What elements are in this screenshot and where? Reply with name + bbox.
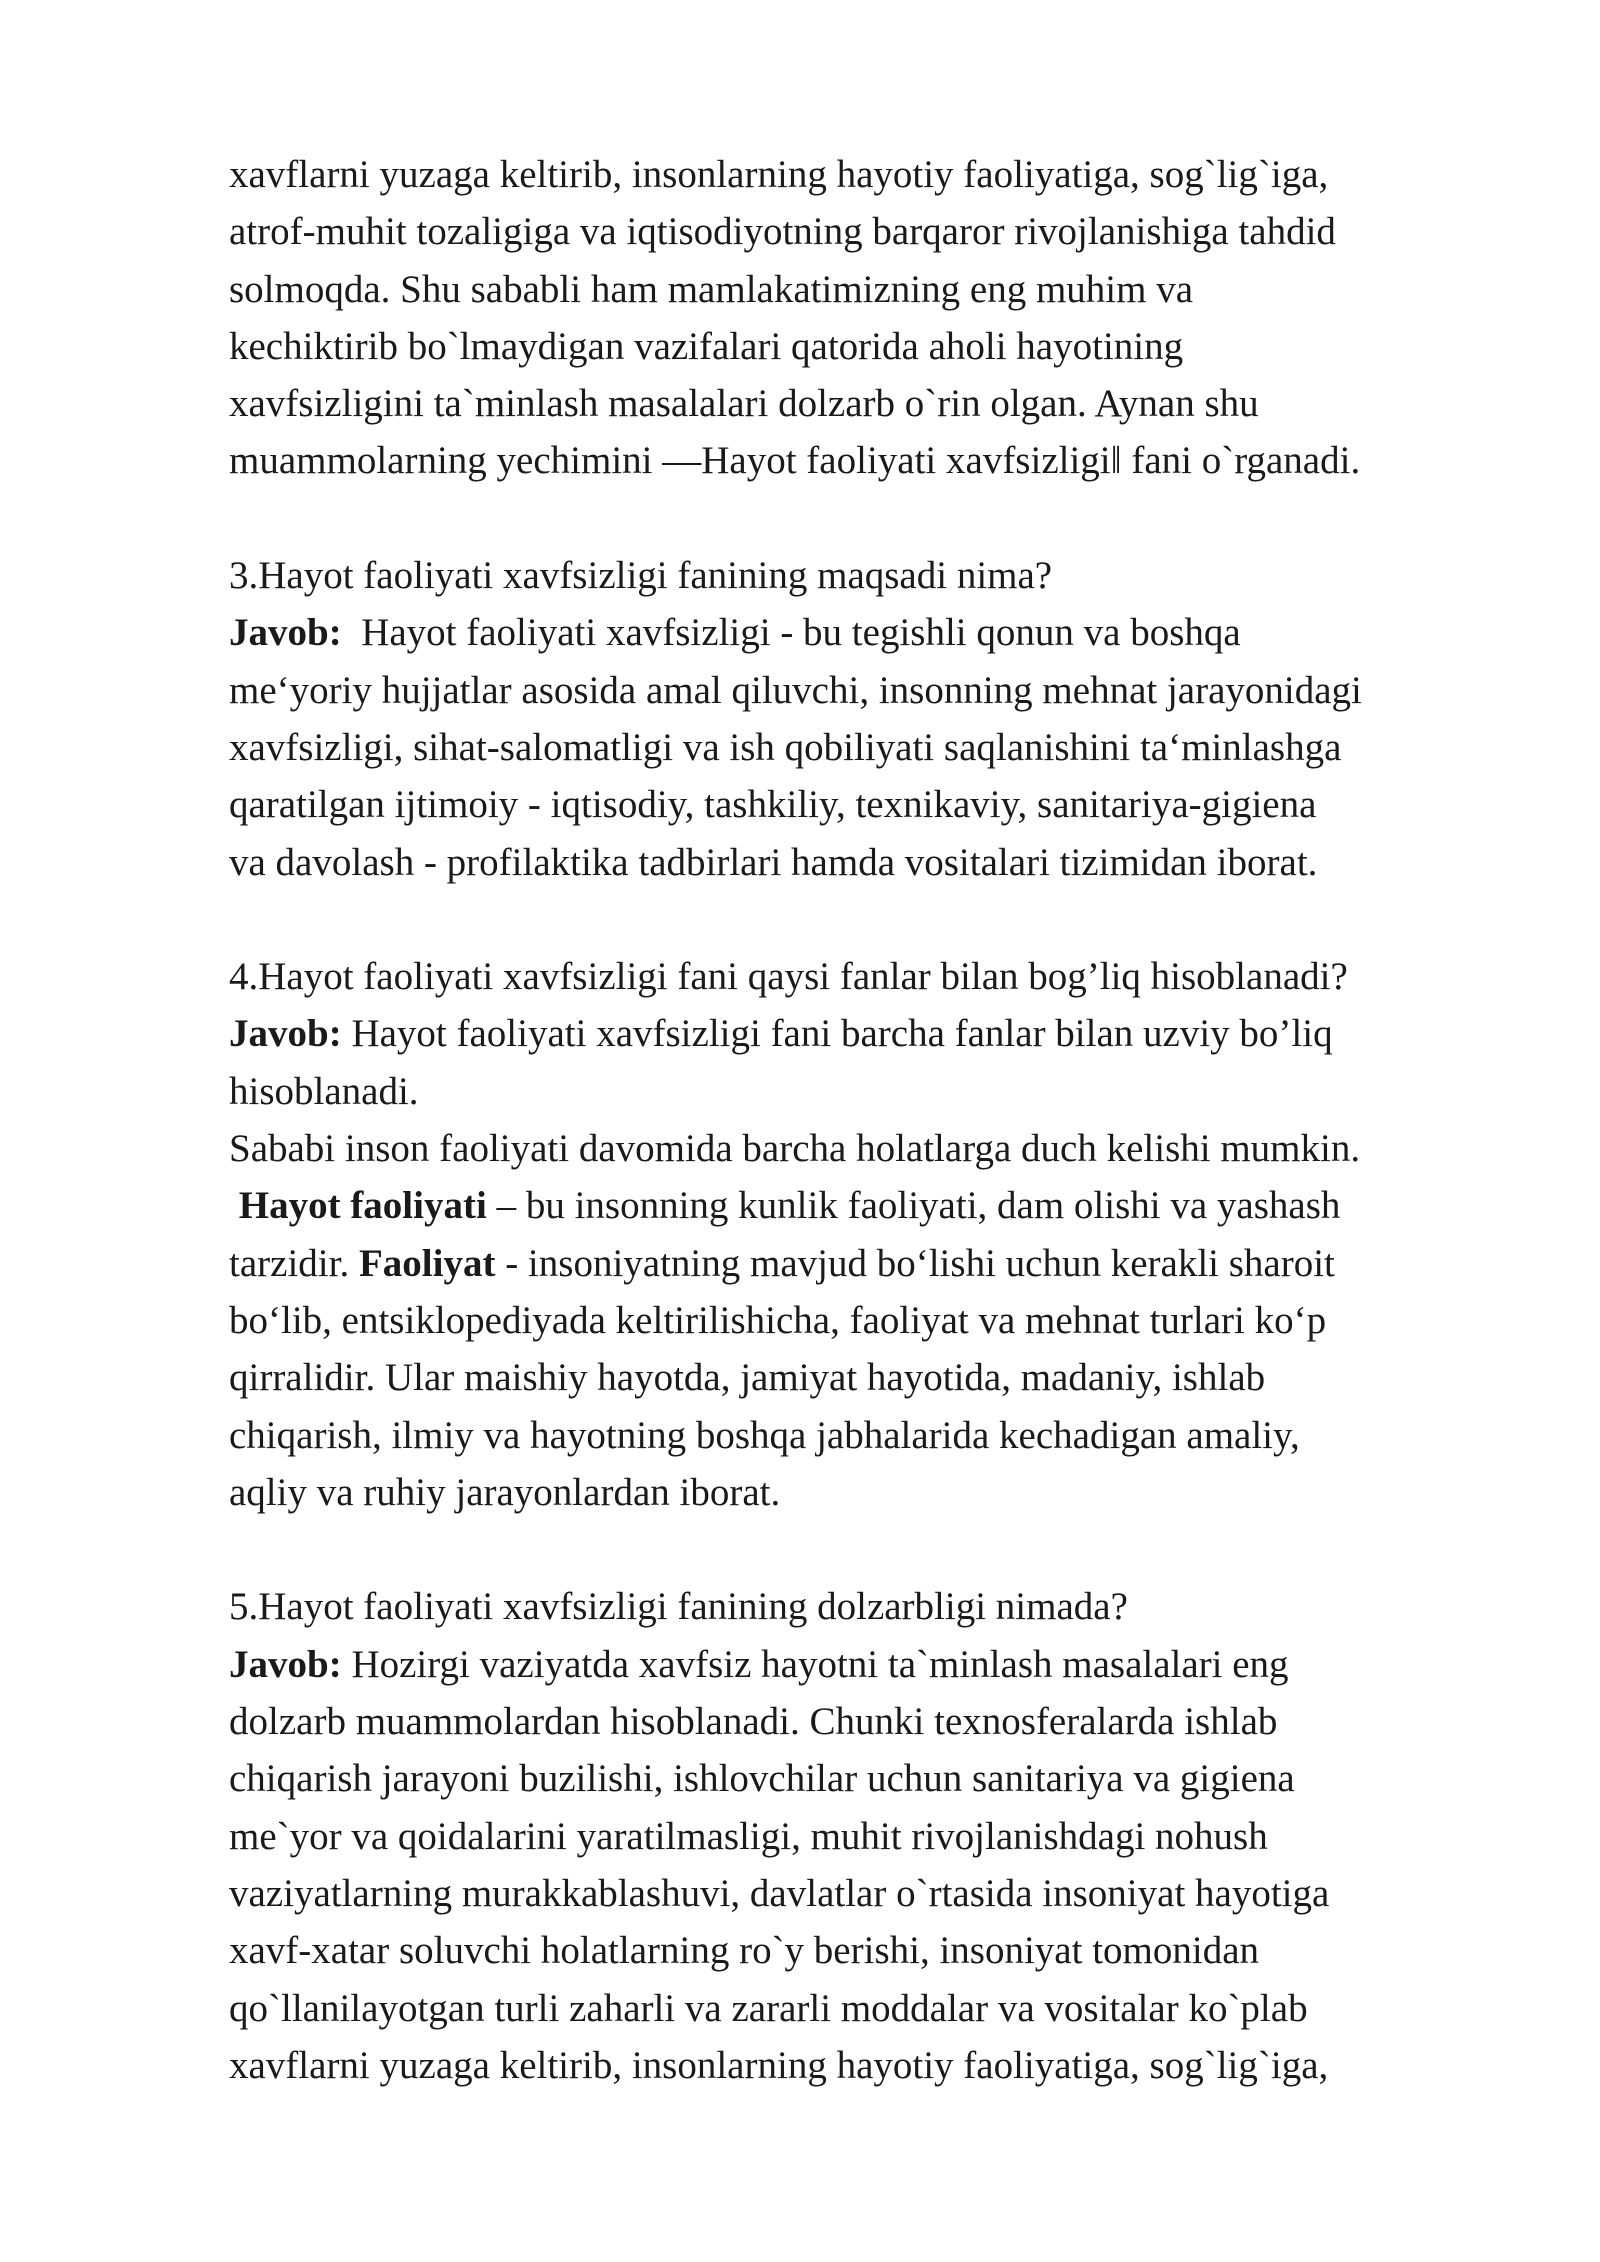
term-hayot-faoliyati: Hayot faoliyati (238, 1184, 487, 1228)
text-line: Sababi inson faoliyati davomida barcha holatlarga duch kelishi mumkin. (229, 1127, 1361, 1171)
term-faoliyat-line (229, 1235, 1529, 1292)
answer-3-first-line (229, 604, 1529, 661)
text-line: me‘yoriy hujjatlar asosida amal qiluvchi, insonning mehnat jarayonidagi (229, 668, 1362, 712)
term-faoliyat: Faoliyat (358, 1241, 496, 1285)
question-3-heading: 3.Hayot faoliyati xavfsizligi fanining maqsadi nima? (229, 554, 1053, 598)
text-line: xavf-xatar soluvchi holatlarning ro`y berishi, insoniyat tomonidan (229, 1929, 1260, 1973)
answer-4-first-line (229, 1005, 1529, 1062)
answer-text: Hayot faoliyati xavfsizligi fani barcha fanlar bilan uzviy bo’liq (341, 1012, 1333, 1056)
text-line: me`yor va qoidalarini yaratilmasligi, muhit rivojlanishdagi nohush (229, 1814, 1268, 1858)
answer-label: Javob: (229, 1012, 342, 1056)
paragraph-gap (229, 891, 1529, 948)
answer-text: Hozirgi vaziyatda xavfsiz hayotni ta`minlash masalalari eng (341, 1642, 1289, 1686)
intro-paragraph (229, 146, 1529, 490)
question-4-block (229, 948, 1529, 1521)
question-3-block (229, 547, 1529, 891)
document-page (229, 146, 1529, 2094)
text-line: qaratilgan ijtimoiy - iqtisodiy, tashkiliy, texnikaviy, sanitariya-gigiena (229, 783, 1317, 827)
text-line: xavflarni yuzaga keltirib, insonlarning hayotiy faoliyatiga, sog`lig`iga, (229, 153, 1329, 196)
text-line: kechiktirib bo`lmaydigan vazifalari qatorida aholi hayotining (229, 324, 1184, 368)
paragraph-gap (229, 1521, 1529, 1578)
answer-text: Hayot faoliyati xavfsizligi - bu tegishli qonun va boshqa (341, 611, 1241, 655)
text-line: hisoblanadi. (229, 1069, 419, 1113)
text-line: atrof-muhit tozaligiga va iqtisodiyotning barqaror rivojlanishiga tahdid (229, 210, 1336, 254)
answer-label: Javob: (229, 611, 342, 655)
term-definition: – bu insonning kunlik faoliyati, dam olishi va yashash (486, 1184, 1341, 1228)
text-line: vaziyatlarning murakkablashuvi, davlatlar o`rtasida insoniyat hayotiga (229, 1871, 1330, 1915)
text-line: muammolarning yechimini ―Hayot faoliyati xavfsizligi‖ fani o`rganadi. (229, 439, 1361, 483)
text-line: xavfsizligini ta`minlash masalalari dolzarb o`rin olgan. Aynan shu (229, 382, 1259, 426)
text-line: va davolash - profilaktika tadbirlari hamda vositalari tizimidan iborat. (229, 840, 1318, 884)
text-fragment: tarzidir. (229, 1241, 359, 1285)
question-4-heading: 4.Hayot faoliyati xavfsizligi fani qaysi fanlar bilan bog’liq hisoblanadi? (229, 955, 1348, 999)
text-line: xavfsizligi, sihat-salomatligi va ish qobiliyati saqlanishini ta‘minlashga (229, 725, 1342, 769)
text-line: qirralidir. Ular maishiy hayotda, jamiyat hayotida, madaniy, ishlab (229, 1356, 1266, 1400)
text-line: chiqarish jarayoni buzilishi, ishlovchilar uchun sanitariya va gigiena (229, 1757, 1295, 1801)
answer-5-first-line (229, 1636, 1529, 1693)
term-definition: - insoniyatning mavjud bo‘lishi uchun kerakli sharoit (495, 1241, 1335, 1285)
text-line: solmoqda. Shu sababli ham mamlakatimizning eng muhim va (229, 267, 1194, 311)
paragraph-gap (229, 490, 1529, 547)
text-line: bo‘lib, entsiklopediyada keltirilishicha, faoliyat va mehnat turlari ko‘p (229, 1298, 1327, 1342)
question-5-block (229, 1578, 1529, 2094)
question-5-heading: 5.Hayot faoliyati xavfsizligi fanining dolzarbligi nimada? (229, 1585, 1128, 1629)
text-line: xavflarni yuzaga keltirib, insonlarning hayotiy faoliyatiga, sog`lig`iga, (229, 2043, 1329, 2087)
text-line: chiqarish, ilmiy va hayotning boshqa jabhalarida kechadigan amaliy, (229, 1413, 1300, 1457)
text-line: dolzarb muammolardan hisoblanadi. Chunki texnosferalarda ishlab (229, 1700, 1278, 1744)
text-line: aqliy va ruhiy jarayonlardan iborat. (229, 1470, 781, 1514)
answer-label: Javob: (229, 1642, 342, 1686)
term-hayot-faoliyati-line (229, 1177, 1529, 1234)
text-line: qo`llanilayotgan turli zaharli va zararli moddalar va vositalar ko`plab (229, 1986, 1308, 2030)
